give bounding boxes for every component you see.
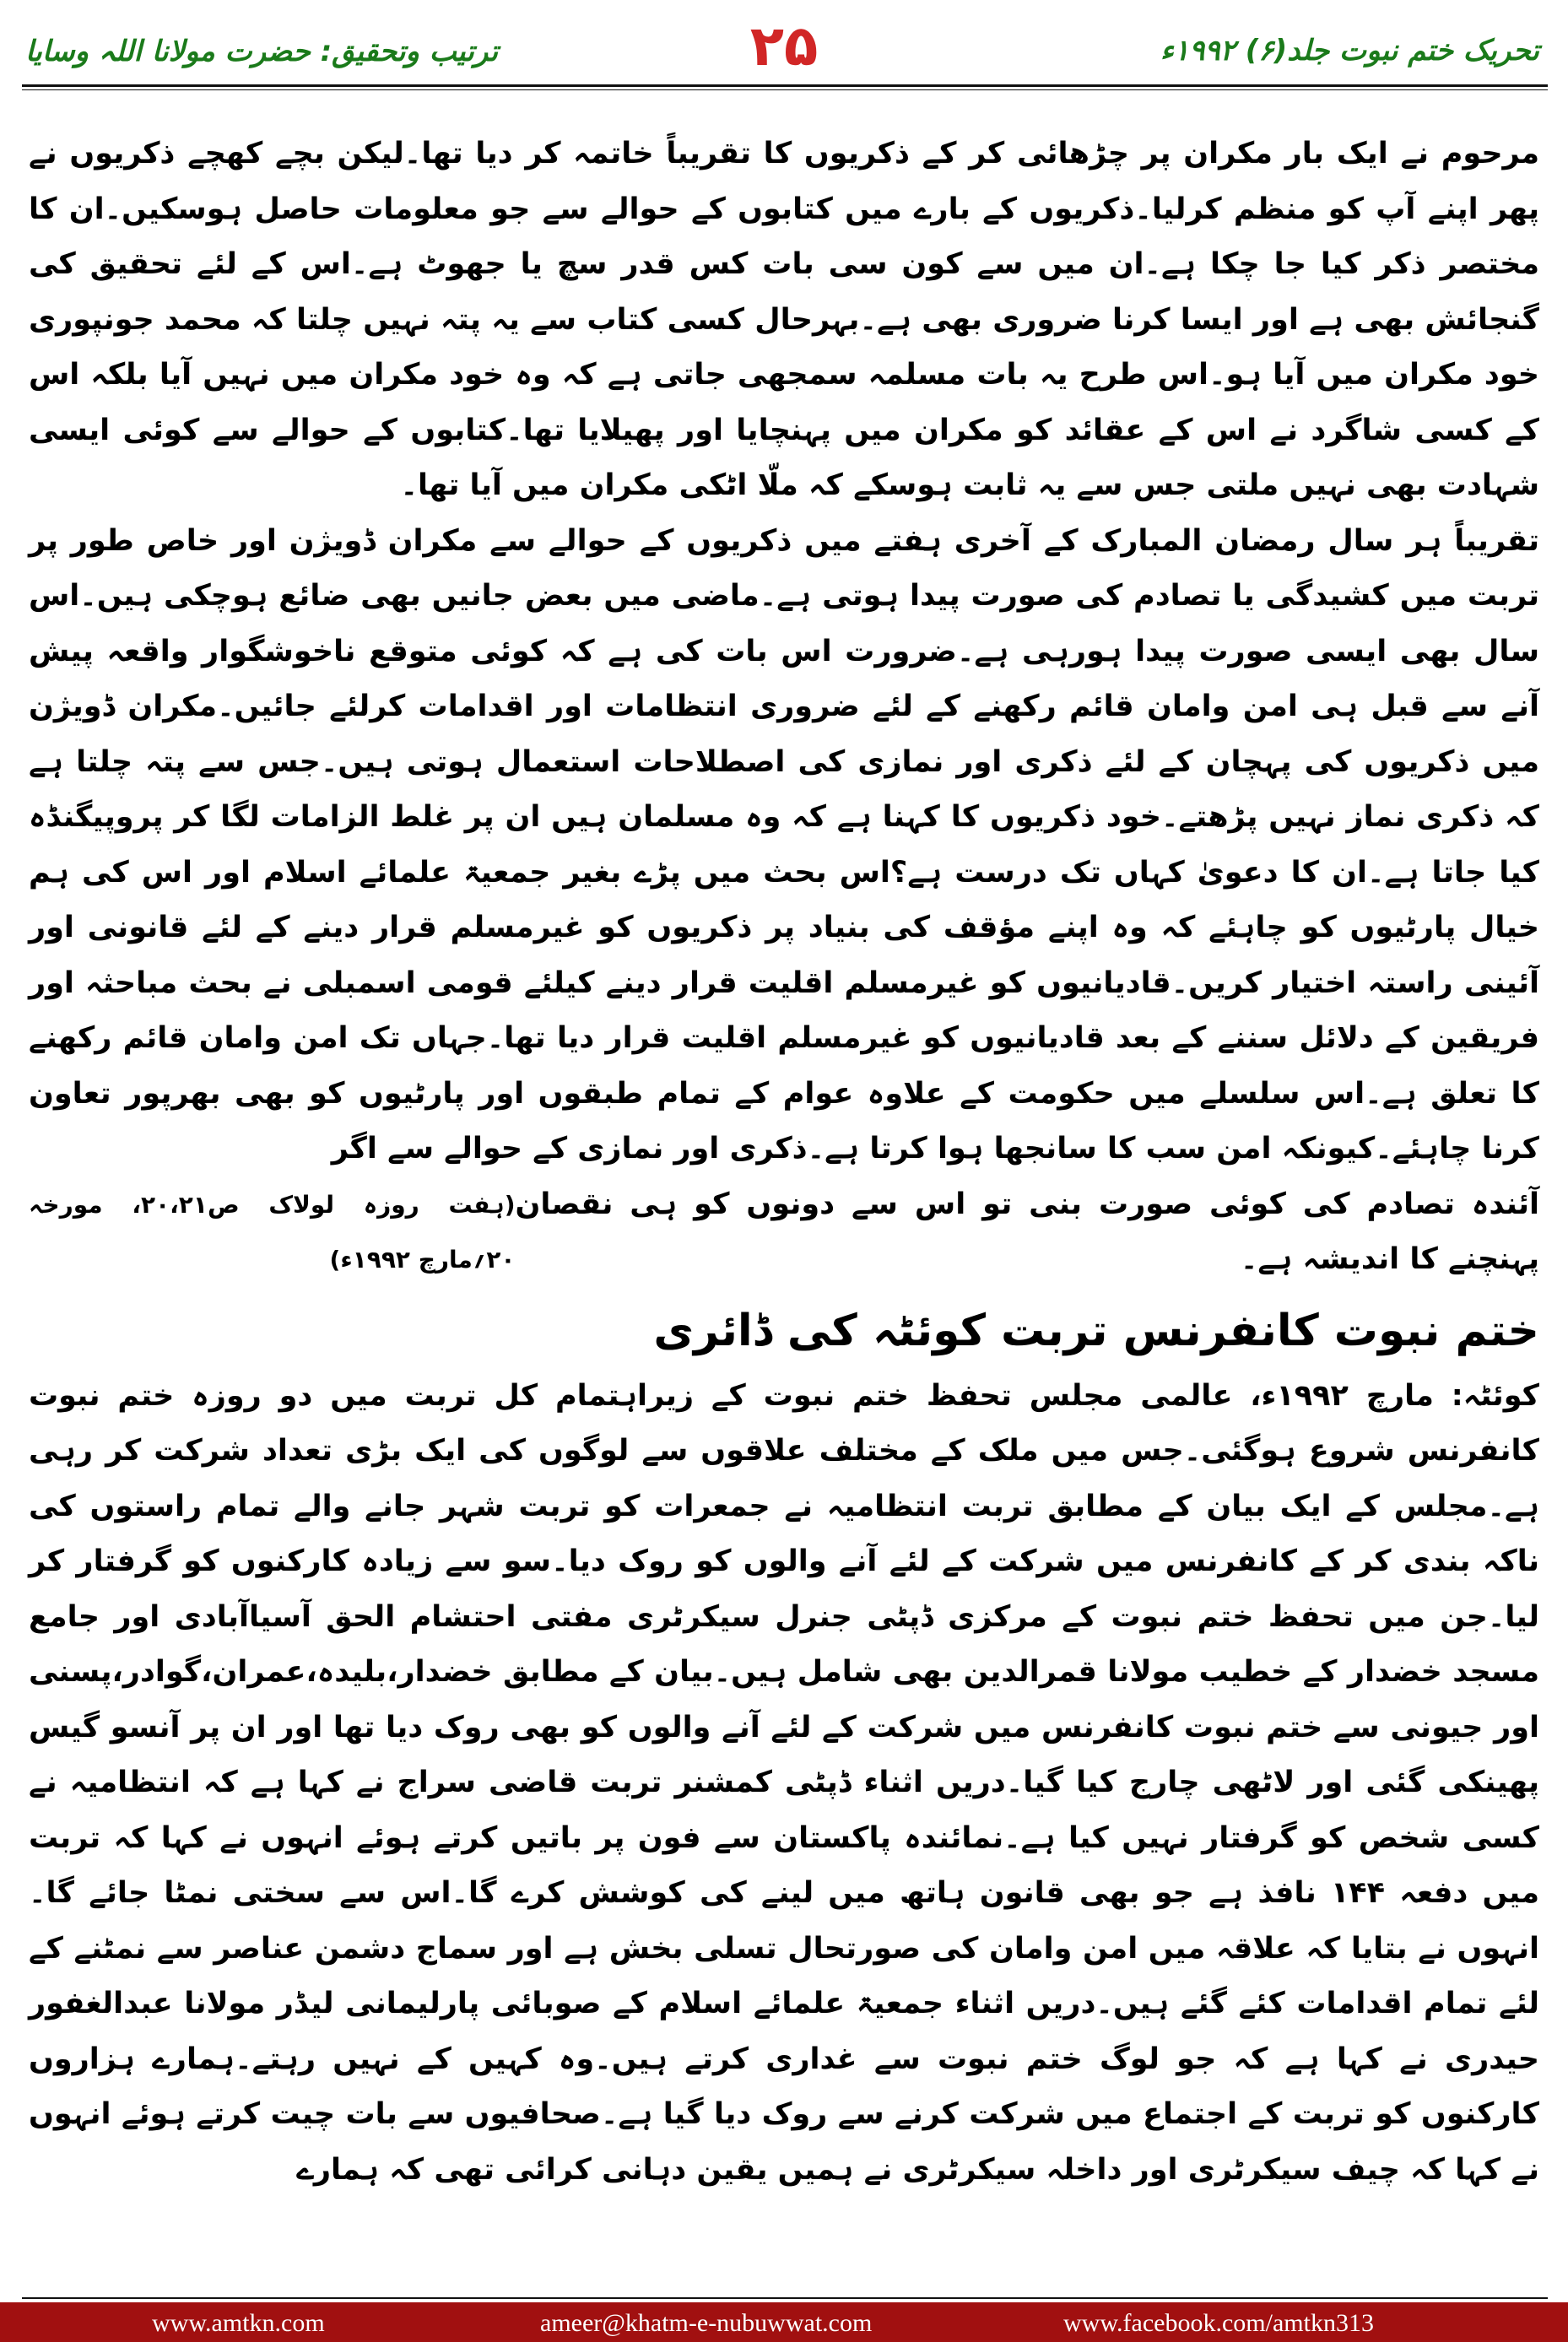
paragraph-1: مرحوم نے ایک بار مکران پر چڑھائی کر کے ذکریوں کا تقریباً خاتمہ کر دیا تھا۔لیکن بچے کھچے ذکریوں نے پھر اپنے آپ کو منظم کرلیا۔ذکریوں کے بارے میں کتابوں کے حوالے سے جو معلومات حاصل ہوسکیں۔ان کا مختصر ذکر کیا جا چکا ہے۔ان میں سے کون سی بات کس قدر سچ یا جھوٹ ہے۔اس کے لئے تحقیق کی گنجائش بھی ہے اور ایسا کرنا ضروری بھی ہے۔بہرحال کسی کتاب سے یہ پتہ نہیں چلتا کہ محمد جونپوری خود مکران میں آیا ہو۔اس طرح یہ بات مسلمہ سمجھی جاتی ہے کہ وہ خود مکران میں نہیں آیا بلکہ اس کے کسی شاگرد نے اس کے عقائد کو مکران میں پہنچایا اور پھیلایا تھا۔کتابوں کے حوالے سے کوئی ایسی شہادت بھی نہیں ملتی جس سے یہ ثابت ہوسکے کہ ملّا اٹکی مکران میں آیا تھا۔ (29, 137, 1539, 502)
facebook-link[interactable]: www.facebook.com/amtkn313 (1063, 2309, 1374, 2337)
page-body (29, 127, 1539, 2198)
page-header (0, 0, 1568, 93)
paragraph-3: کوئٹہ: مارچ ۱۹۹۲ء، عالمی مجلس تحفظ ختم نبوت کے زیراہتمام کل تربت میں دو روزہ ختم نبوت کانفرنس شروع ہوگئی۔جس میں ملک کے مختلف علاقوں سے لوگوں کی ایک بڑی تعداد شرکت کر رہی ہے۔مجلس کے ایک بیان کے مطابق تربت انتظامیہ نے جمعرات کو تربت شہر جانے والے تمام راستوں کی ناکہ بندی کر کے کانفرنس میں شرکت کے لئے آنے والوں کو روک دیا۔سو سے زیادہ کارکنوں کو گرفتار کر لیا۔جن میں تحفظ ختم نبوت کے مرکزی ڈپٹی جنرل سیکرٹری مفتی احتشام الحق آسیاآبادی اور جامع مسجد خضدار کے خطیب مولانا قمرالدین بھی شامل ہیں۔بیان کے مطابق خضدار،بلیدہ،عمران،گوادر،پسنی اور جیونی سے ختم نبوت کانفرنس میں شرکت کے لئے آنے والوں کو بھی روک دیا تھا اور ان پر آنسو گیس پھینکی گئی اور لاٹھی چارج کیا گیا۔دریں اثناء ڈپٹی کمشنر تربت قاضی سراج نے کہا ہے کہ انتظامیہ نے کسی شخص کو گرفتار نہیں کیا ہے۔نمائندہ پاکستان سے فون پر باتیں کرتے ہوئے انہوں نے کہا کہ تربت میں دفعہ ۱۴۴ نافذ ہے جو بھی قانون ہاتھ میں لینے کی کوشش کرے گا۔اس سے سختی نمٹا جائے گا۔انہوں نے بتایا کہ علاقہ میں امن وامان کی صورتحال تسلی بخش ہے اور سماج دشمن عناصر سے نمٹنے کے لئے تمام اقدامات کئے گئے ہیں۔دریں اثناء جمعیۃ علمائے اسلام کے صوبائی پارلیمانی لیڈر مولانا عبدالغفور حیدری نے کہا ہے کہ جو لوگ ختم نبوت سے غداری کرتے ہیں۔وہ کہیں کے نہیں رہتے۔ہمارے ہزاروں کارکنوں کو تربت کے اجتماع میں شرکت کرنے سے روک دیا گیا ہے۔صحافیوں سے بات چیت کرتے ہوئے انہوں نے کہا کہ چیف سیکرٹری اور داخلہ سیکرٹری نے ہمیں یقین دہانی کرائی تھی کہ ہمارے (29, 1378, 1540, 2187)
section-heading: ختم نبوت کانفرنس تربت کوئٹہ کی ڈائری (653, 1305, 1539, 1356)
source-citation: (ہفت روزہ لولاک ص۲۰،۲۱، مورخہ ۲۰؍مارچ ۱۹۹۲ء) (29, 1190, 516, 1274)
header-divider-thin (22, 89, 1548, 90)
email-link[interactable]: ameer@khatm-e-nubuwwat.com (540, 2309, 873, 2337)
paragraph-2-ending: آئندہ تصادم کی کوئی صورت بنی تو اس سے دونوں کو ہی نقصان پہنچنے کا اندیشہ ہے۔ (515, 1187, 1539, 1276)
citation-line (29, 1177, 1539, 1288)
page-footer (0, 2302, 1568, 2342)
website-link[interactable]: www.amtkn.com (152, 2309, 325, 2337)
page-number: ۲۵ (749, 14, 819, 78)
footer-divider (22, 2297, 1548, 2299)
header-divider (22, 84, 1548, 87)
header-book-title: تحریک ختم نبوت جلد(۶) ۱۹۹۲ء (1160, 34, 1539, 68)
paragraph-2: تقریباً ہر سال رمضان المبارک کے آخری ہفتے میں ذکریوں کے حوالے سے مکران ڈویژن اور خاص طور پر تربت میں کشیدگی یا تصادم کی صورت پیدا ہوتی ہے۔ماضی میں بعض جانیں بھی ضائع ہوچکی ہیں۔اس سال بھی ایسی صورت پیدا ہورہی ہے۔ضرورت اس بات کی ہے کہ کوئی متوقع ناخوشگوار واقعہ پیش آنے سے قبل ہی امن وامان قائم رکھنے کے لئے ضروری انتظامات اور اقدامات کرلئے جائیں۔مکران ڈویژن میں ذکریوں کی پہچان کے لئے ذکری اور نمازی کی اصطلاحات استعمال ہوتی ہیں۔جس سے پتہ چلتا ہے کہ ذکری نماز نہیں پڑھتے۔خود ذکریوں کا کہنا ہے کہ وہ مسلمان ہیں ان پر غلط الزامات لگا کر پروپیگنڈہ کیا جاتا ہے۔ان کا دعویٰ کہاں تک درست ہے؟اس بحث میں پڑے بغیر جمعیۃ علمائے اسلام اور اس کی ہم خیال پارٹیوں کو چاہئے کہ وہ اپنے مؤقف کی بنیاد پر ذکریوں کو غیرمسلم قرار دینے کے لئے قانونی اور آئینی راستہ اختیار کریں۔قادیانیوں کو غیرمسلم اقلیت قرار دینے کیلئے قومی اسمبلی نے بحث مباحثہ اور فریقین کے دلائل سننے کے بعد قادیانیوں کو غیرمسلم اقلیت قرار دیا تھا۔جہاں تک امن وامان قائم رکھنے کا تعلق ہے۔اس سلسلے میں حکومت کے علاوہ عوام کے تمام طبقوں اور پارٹیوں کو بھی بھرپور تعاون کرنا چاہئے۔کیونکہ امن سب کا سانجھا ہوا کرتا ہے۔ذکری اور نمازی کے حوالے سے اگر (29, 523, 1539, 1166)
header-compiler: ترتیب وتحقیق: حضرت مولانا اللہ وسایا (25, 35, 499, 68)
